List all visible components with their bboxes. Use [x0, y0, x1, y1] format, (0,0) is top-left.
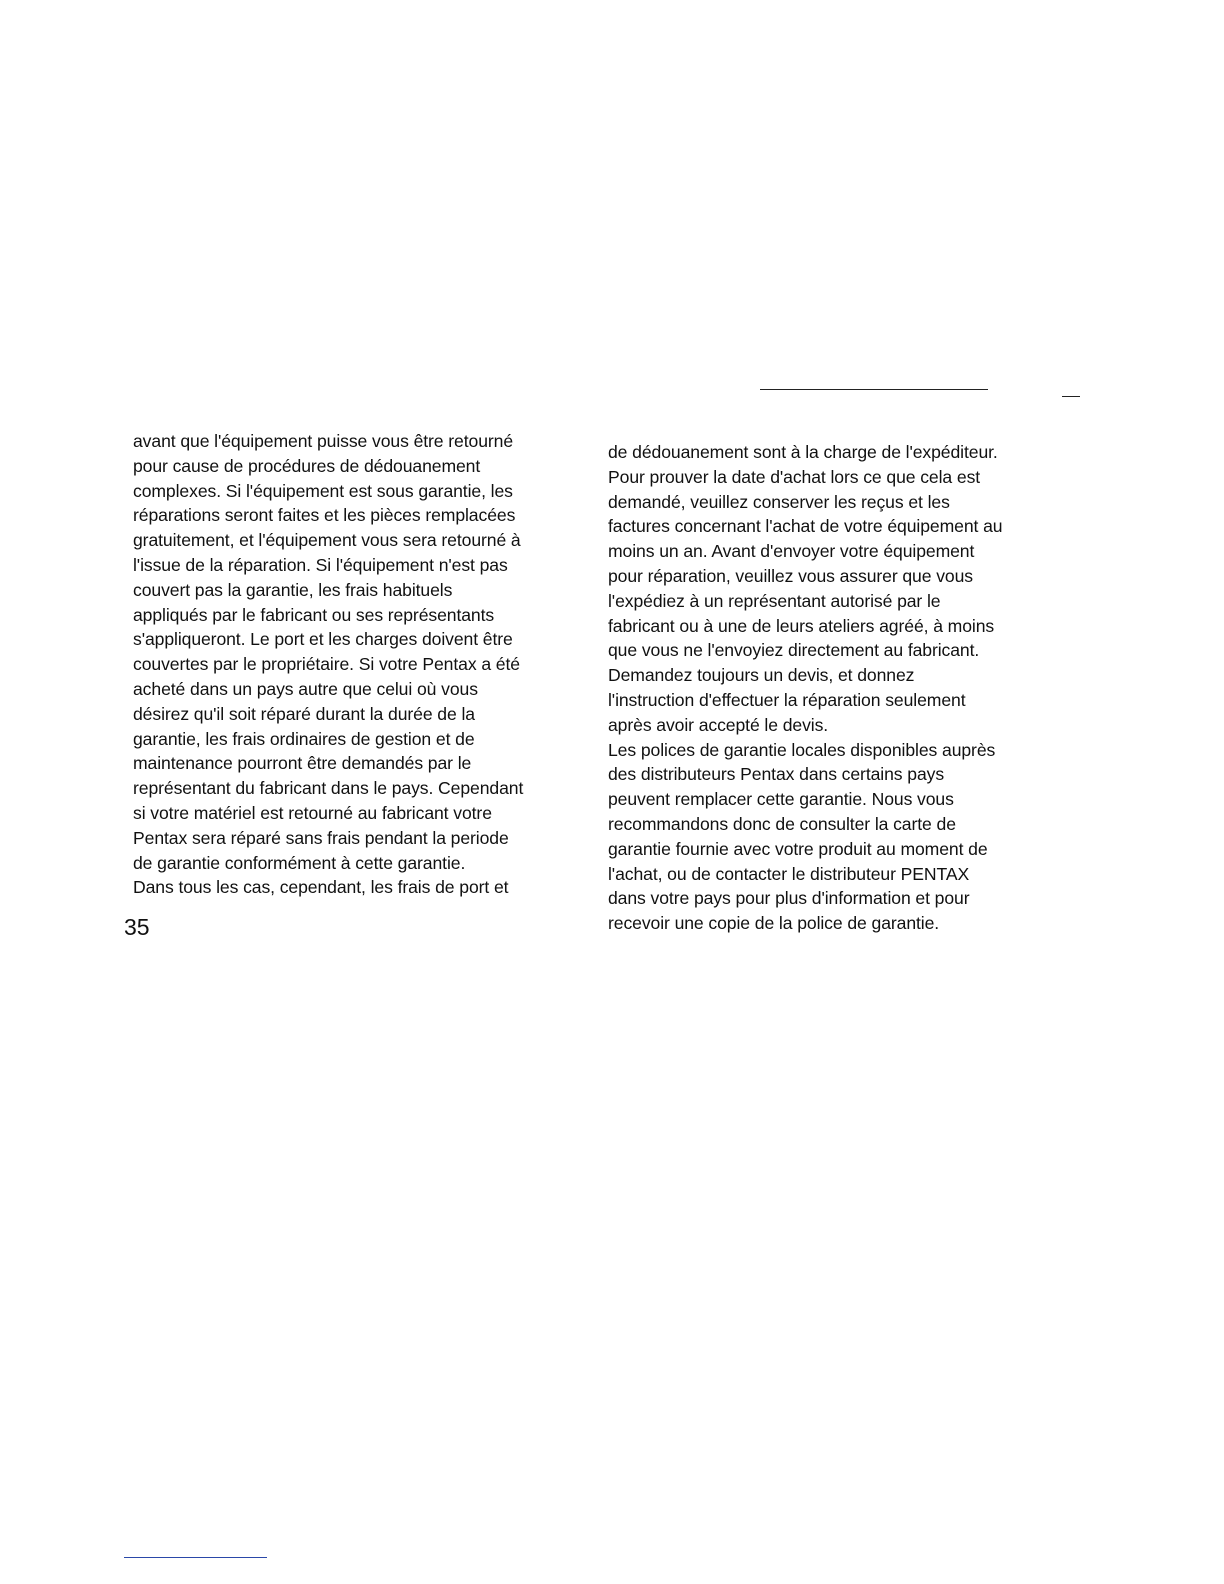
left-line: gratuitement, et l'équipement vous sera retourné à	[133, 530, 521, 551]
header-rule	[760, 389, 988, 390]
left-line: complexes. Si l'équipement est sous garantie, les	[133, 480, 513, 501]
footer-rule	[124, 1557, 267, 1558]
right-line: Les polices de garantie locales disponibles auprès	[608, 739, 996, 760]
left-text-column	[133, 429, 573, 900]
right-line: l'instruction d'effectuer la réparation seulement	[608, 689, 966, 710]
left-line: acheté dans un pays autre que celui où vous	[133, 678, 478, 699]
right-line: que vous ne l'envoyiez directement au fabricant.	[608, 640, 980, 661]
right-line: fabricant ou à une de leurs ateliers agréé, à moins	[608, 615, 995, 636]
left-line: Dans tous les cas, cependant, les frais de port et	[133, 877, 509, 898]
left-line: pour cause de procédures de dédouanement	[133, 455, 481, 476]
left-line: couvert pas la garantie, les frais habituels	[133, 579, 453, 600]
left-line: Pentax sera réparé sans frais pendant la periode	[133, 827, 509, 848]
right-line: Pour prouver la date d'achat lors ce que cela est	[608, 466, 981, 487]
left-line: désirez qu'il soit réparé durant la durée de la	[133, 703, 475, 724]
right-line: recevoir une copie de la police de garantie.	[608, 913, 940, 934]
right-line: après avoir accepté le devis.	[608, 714, 829, 735]
header-rule-mark	[1062, 396, 1080, 397]
left-line: si votre matériel est retourné au fabricant votre	[133, 802, 492, 823]
right-line: dans votre pays pour plus d'information et pour	[608, 888, 970, 909]
left-line: s'appliqueront. Le port et les charges doivent être	[133, 629, 513, 650]
right-line: Demandez toujours un devis, et donnez	[608, 665, 915, 686]
page-number: 35	[124, 914, 150, 940]
left-line: appliqués par le fabricant ou ses représentants	[133, 604, 495, 625]
left-line: maintenance pourront être demandés par le	[133, 753, 472, 774]
right-line: l'expédiez à un représentant autorisé par le	[608, 590, 941, 611]
left-line: avant que l'équipement puisse vous être retourné	[133, 431, 514, 451]
right-line: des distributeurs Pentax dans certains pays	[608, 764, 945, 785]
right-line: garantie fournie avec votre produit au moment de	[608, 838, 988, 859]
right-line: de dédouanement sont à la charge de l'expéditeur.	[608, 442, 998, 462]
right-line: factures concernant l'achat de votre équipement au	[608, 516, 1003, 537]
left-line: représentant du fabricant dans le pays. Cependant	[133, 778, 524, 799]
right-line: recommandons donc de consulter la carte de	[608, 813, 956, 834]
left-line: l'issue de la réparation. Si l'équipement n'est pas	[133, 554, 508, 575]
left-line: réparations seront faites et les pièces remplacées	[133, 505, 516, 526]
left-line: garantie, les frais ordinaires de gestion et de	[133, 728, 475, 749]
left-line: de garantie conformément à cette garantie.	[133, 852, 466, 873]
right-line: l'achat, ou de contacter le distributeur PENTAX	[608, 863, 970, 884]
left-line: couvertes par le propriétaire. Si votre Pentax a été	[133, 654, 520, 675]
right-line: peuvent remplacer cette garantie. Nous vous	[608, 789, 954, 810]
right-text-column	[608, 440, 1048, 936]
right-line: moins un an. Avant d'envoyer votre équipement	[608, 541, 975, 562]
right-line: pour réparation, veuillez vous assurer que vous	[608, 565, 973, 586]
right-line: demandé, veuillez conserver les reçus et les	[608, 491, 950, 512]
